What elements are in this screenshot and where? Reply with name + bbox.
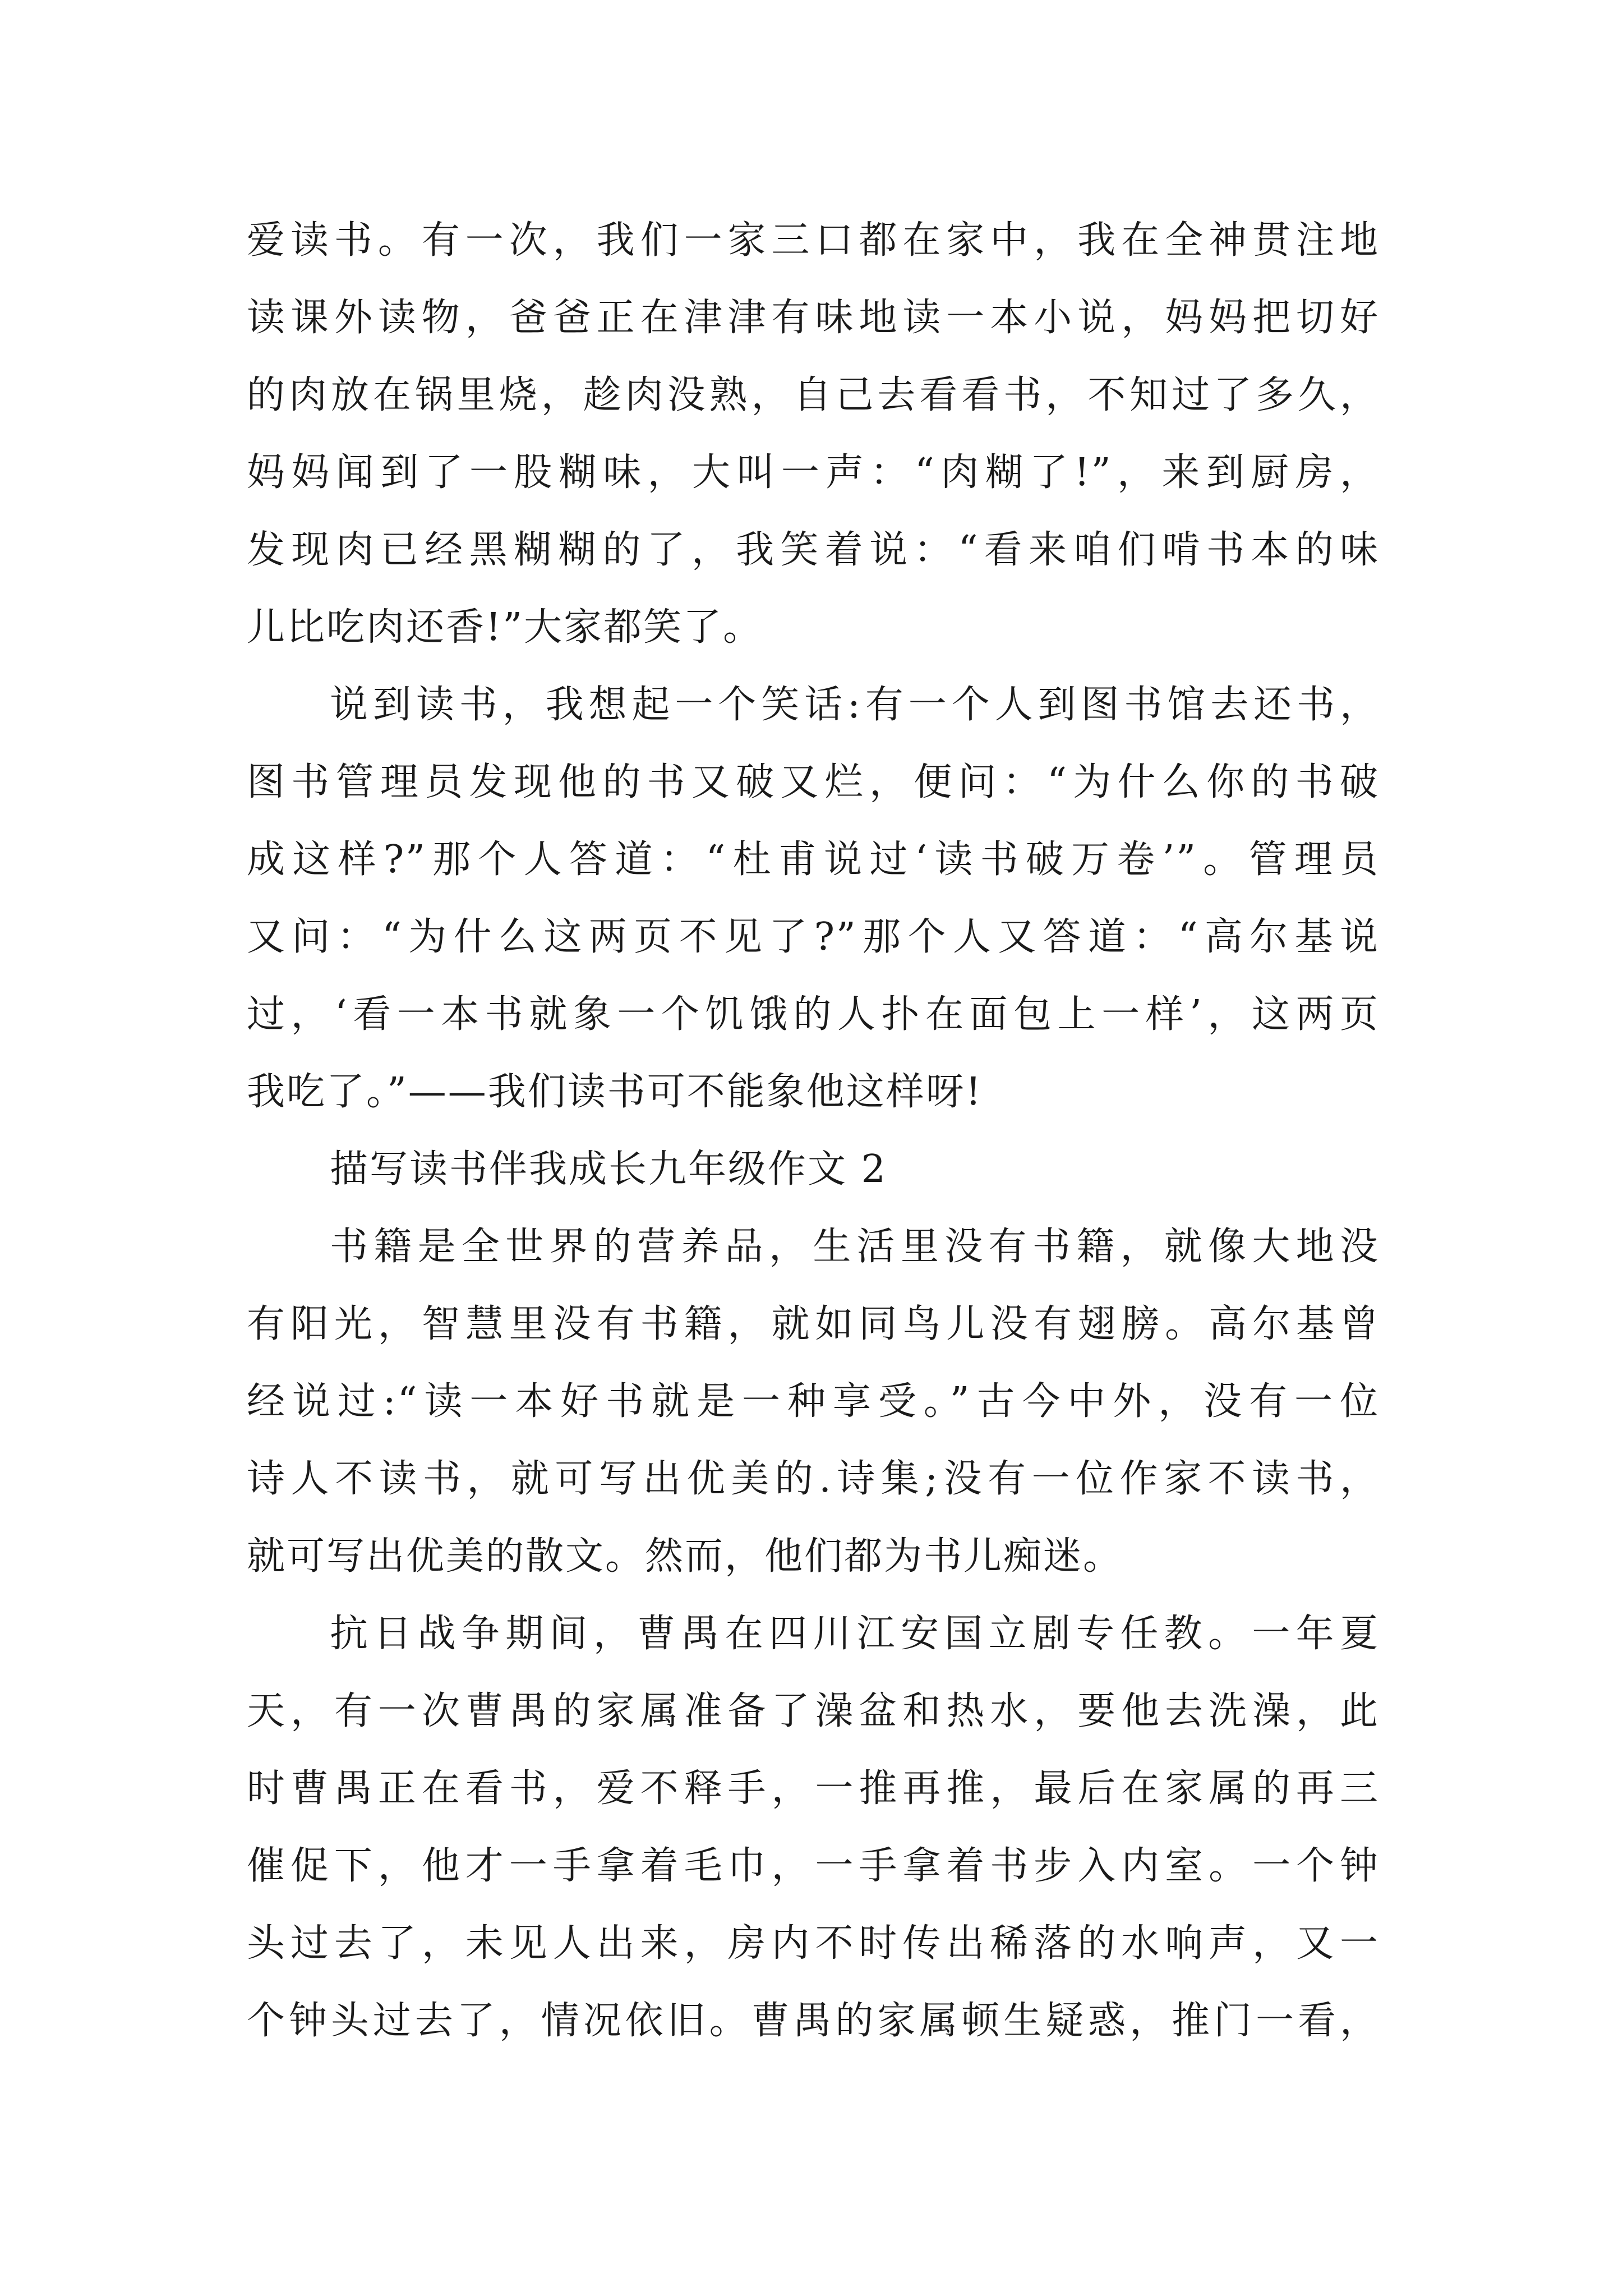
text-line: 经说过:“读一本好书就是一种享受。”古今中外，没有一位: [247, 1379, 1380, 1424]
text-line: 儿比吃肉还香!”大家都笑了。: [247, 605, 763, 650]
text-line: 我吃了。”——我们读书可不能象他这样呀!: [247, 1070, 983, 1114]
text-line: 书籍是全世界的营养品，生活里没有书籍，就像大地没: [330, 1225, 1380, 1269]
text-line: 的肉放在锅里烧，趁肉没熟，自己去看看书，不知过了多久，: [247, 373, 1380, 417]
text-line: 妈妈闻到了一股糊味，大叫一声：“肉糊了!”，来到厨房，: [247, 450, 1380, 495]
text-line: 抗日战争期间，曹禺在四川江安国立剧专任教。一年夏: [330, 1612, 1380, 1656]
text-line: 发现肉已经黑糊糊的了，我笑着说：“看来咱们啃书本的味: [247, 528, 1380, 572]
text-line: 就可写出优美的散文。然而，他们都为书儿痴迷。: [247, 1534, 1123, 1579]
paragraph-3: [247, 1208, 1380, 1595]
paragraph-1: [247, 202, 1380, 666]
document-body: [247, 202, 1380, 2060]
text-line: 天，有一次曹禺的家属准备了澡盆和热水，要他去洗澡，此: [247, 1689, 1380, 1733]
text-line: 说到读书，我想起一个笑话:有一个人到图书馆去还书，: [330, 683, 1380, 727]
text-line: 成这样?”那个人答道：“杜甫说过‘读书破万卷’”。管理员: [247, 838, 1380, 882]
text-line: 又问：“为什么这两页不见了?”那个人又答道：“高尔基说: [247, 915, 1380, 959]
text-line: 个钟头过去了，情况依旧。曹禺的家属顿生疑惑，推门一看，: [247, 1999, 1380, 2043]
text-line: 头过去了，未见人出来，房内不时传出稀落的水响声，又一: [247, 1921, 1380, 1966]
text-line: 有阳光，智慧里没有书籍，就如同鸟儿没有翅膀。高尔基曾: [247, 1302, 1380, 1346]
paragraph-4: [247, 1595, 1380, 2060]
text-line: 过，‘看一本书就象一个饥饿的人扑在面包上一样’，这两页: [247, 992, 1380, 1037]
text-line: 诗人不读书，就可写出优美的.诗集;没有一位作家不读书，: [247, 1457, 1380, 1501]
text-line: 读课外读物，爸爸正在津津有味地读一本小说，妈妈把切好: [247, 296, 1380, 340]
text-line: 图书管理员发现他的书又破又烂，便问：“为什么你的书破: [247, 760, 1380, 804]
text-line: 时曹禺正在看书，爱不释手，一推再推，最后在家属的再三: [247, 1766, 1380, 1811]
text-line: 催促下，他才一手拿着毛巾，一手拿着书步入内室。一个钟: [247, 1844, 1380, 1888]
text-line: 描写读书伴我成长九年级作文 2: [330, 1147, 887, 1191]
text-line: 爱读书。有一次，我们一家三口都在家中，我在全神贯注地: [247, 218, 1380, 263]
section-heading: [247, 1131, 1380, 1208]
paragraph-2: [247, 666, 1380, 1131]
